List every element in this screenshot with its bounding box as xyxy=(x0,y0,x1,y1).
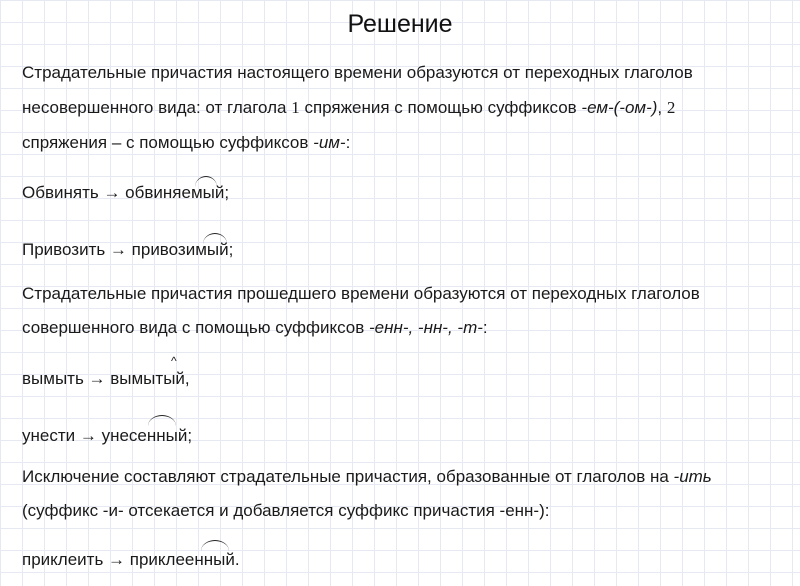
text-segment: : xyxy=(482,318,488,337)
paragraph-3-line-1 xyxy=(22,466,712,488)
number-1: 1 xyxy=(291,98,300,117)
text-segment: , xyxy=(657,98,667,117)
paragraph-1-line-3 xyxy=(22,132,350,154)
text-segment: несовершенного вида: от глагола xyxy=(22,98,292,117)
paragraph-1-line-1: Страдательные причастия настоящего времени образуются от переходных глаголов xyxy=(22,63,693,82)
text-segment: Исключение составляют страдательные причастия, образованные от глаголов на xyxy=(22,467,674,486)
example-3: вымыть → вымытый, xyxy=(22,369,190,388)
text-segment: спряжения с помощью суффиксов xyxy=(299,98,582,117)
text-segment: спряжения – с помощью суффиксов xyxy=(22,133,314,152)
paragraph-1-line-2 xyxy=(22,97,675,119)
example-1: Обвинять → обвиняемый; xyxy=(22,183,230,202)
page-title: Решение xyxy=(347,10,453,38)
paragraph-2-line-1: Страдательные причастия прошедшего времени образуются от переходных глаголов xyxy=(22,284,700,303)
suffix-enn-nn-t: -енн-, -нн-, -т- xyxy=(369,318,483,337)
suffix-em-om: -ем-(-ом-) xyxy=(581,98,658,117)
suffix-caret-mark: ^ xyxy=(171,354,177,368)
suffix-im: -им- xyxy=(313,133,346,152)
text-segment: : xyxy=(345,133,351,152)
suffix-it: -ить xyxy=(673,467,712,486)
paragraph-3-line-2: (суффикс -и- отсекается и добавляется суффикс причастия -енн-): xyxy=(22,501,550,520)
text-segment: совершенного вида с помощью суффиксов xyxy=(22,318,369,337)
example-2: Привозить → привозимый; xyxy=(22,240,234,259)
example-4: унести → унесенный; xyxy=(22,426,193,445)
example-5: приклеить → приклеенный. xyxy=(22,550,240,569)
number-2: 2 xyxy=(666,98,676,117)
paragraph-2-line-2 xyxy=(22,317,488,339)
